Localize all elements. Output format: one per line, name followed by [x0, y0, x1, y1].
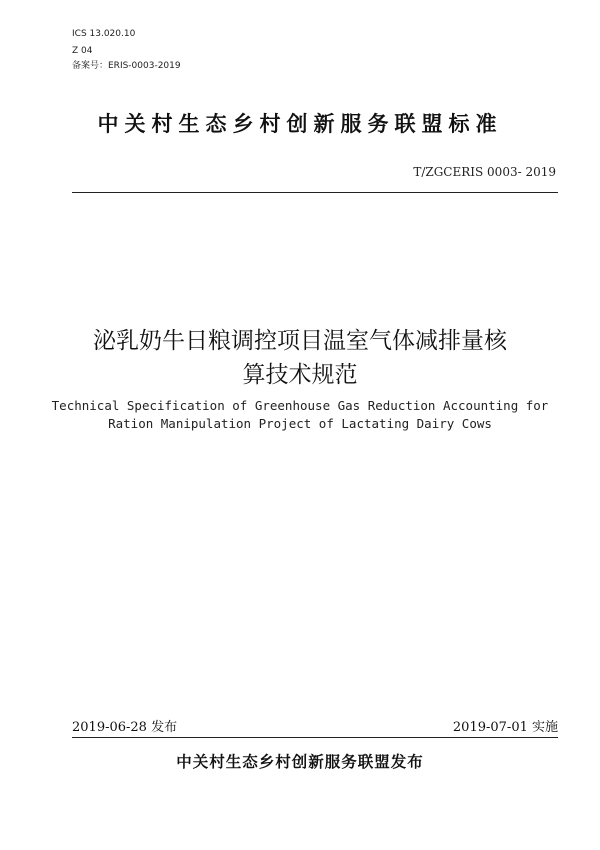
ccs-code: Z 04	[72, 46, 93, 56]
publish-date: 2019-06-28 发布	[72, 720, 178, 735]
publisher: 中关村生态乡村创新服务联盟发布	[176, 753, 424, 771]
standard-number: T/ZGCERIS 0003- 2019	[413, 165, 556, 179]
title-cn-line-1: 泌乳奶牛日粮调控项目温室气体减排量核	[93, 328, 507, 354]
filing-number: 备案号：ERIS-0003-2019	[72, 61, 181, 71]
top-divider	[72, 192, 558, 193]
ics-code: ICS 13.020.10	[72, 29, 136, 39]
bottom-divider	[72, 737, 558, 738]
title-cn-line-2: 算技术规范	[242, 362, 358, 388]
implement-date: 2019-07-01 实施	[452, 720, 558, 735]
title-en-line-2: Ration Manipulation Project of Lactating Dairy Cows	[108, 416, 492, 431]
organization-title: 中关村生态乡村创新服务联盟标准	[97, 111, 503, 136]
title-en-line-1: Technical Specification of Greenhouse Gas Reduction Accounting for	[51, 398, 549, 413]
